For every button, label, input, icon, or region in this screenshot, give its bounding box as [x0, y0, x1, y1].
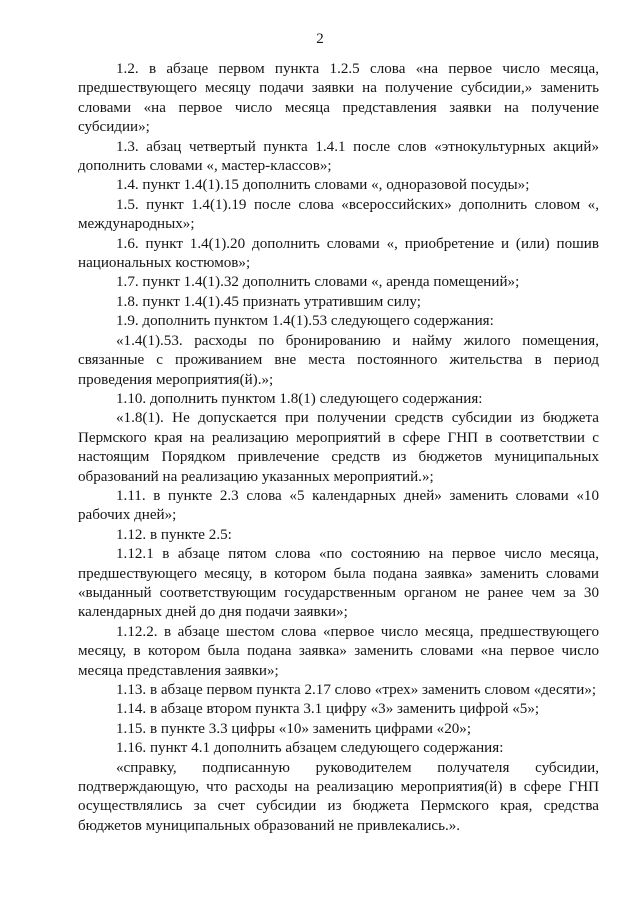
paragraph-1-5: 1.5. пункт 1.4(1).19 после слова «всероссийских» дополнить словом «, международных»; [78, 196, 599, 233]
page-number: 2 [316, 31, 324, 47]
quoted-paragraph-certificate: «справку, подписанную руководителем получателя субсидии, подтверждающую, что расходы на реализацию мероприятия(й) в сфере ГНП осуществлялись за счет субсидии из бюджета Пермского края, средства бюджетов муниципальных образований не привлекались.». [78, 759, 599, 834]
document-body [78, 60, 599, 836]
quoted-item-1-4-1-53: «1.4(1).53. расходы по бронированию и найму жилого помещения, связанные с проживанием вне места постоянного жительства в период проведения мероприятия(й).»; [78, 332, 599, 388]
paragraph-1-10: 1.10. дополнить пунктом 1.8(1) следующего содержания: [116, 390, 483, 407]
paragraph-1-12: 1.12. в пункте 2.5: [116, 526, 232, 543]
paragraph-1-16: 1.16. пункт 4.1 дополнить абзацем следующего содержания: [116, 740, 504, 757]
quoted-item-1-8-1: «1.8(1). Не допускается при получении средств субсидии из бюджета Пермского края на реализацию мероприятий в сфере ГНП в соответствии с настоящим Порядком привлечение средств из бюджетов муниципальных образований на реализацию указанных мероприятий.»; [78, 410, 599, 485]
paragraph-1-3: 1.3. абзац четвертый пункта 1.4.1 после слов «этнокультурных акций» дополнить словами «, мастер-классов»; [78, 138, 599, 175]
paragraph-1-9: 1.9. дополнить пунктом 1.4(1).53 следующего содержания: [116, 313, 494, 330]
paragraph-1-12-1: 1.12.1 в абзаце пятом слова «по состоянию на первое число месяца, предшествующего месяцу, в котором была подана заявка» заменить словами «выданный соответствующим государственным органом не ранее чем за 30 календарных дней до дня подачи заявки»; [78, 546, 599, 621]
paragraph-1-8: 1.8. пункт 1.4(1).45 признать утратившим силу; [116, 293, 421, 310]
paragraph-1-12-2: 1.12.2. в абзаце шестом слова «первое число месяца, предшествующего месяцу, в котором была подана заявка» заменить словами «на первое число месяца представления заявки»; [78, 623, 599, 679]
paragraph-1-13: 1.13. в абзаце первом пункта 2.17 слово «трех» заменить словом «десяти»; [116, 682, 597, 698]
paragraph-1-6: 1.6. пункт 1.4(1).20 дополнить словами «, приобретение и (или) пошив национальных костюмов»; [78, 235, 599, 272]
paragraph-1-14: 1.14. в абзаце втором пункта 3.1 цифру «3» заменить цифрой «5»; [116, 701, 540, 718]
paragraph-1-2: 1.2. в абзаце первом пункта 1.2.5 слова «на первое число месяца, предшествующего месяцу подачи заявки на получение субсидии,» заменить словами «на первое число месяца представления заявки на получение субсидии»; [78, 61, 599, 136]
paragraph-1-7: 1.7. пункт 1.4(1).32 дополнить словами «, аренда помещений»; [116, 274, 520, 291]
paragraph-1-4: 1.4. пункт 1.4(1).15 дополнить словами «, одноразовой посуды»; [116, 177, 530, 194]
paragraph-1-11: 1.11. в пункте 2.3 слова «5 календарных дней» заменить словами «10 рабочих дней»; [78, 487, 599, 524]
paragraph-1-15: 1.15. в пункте 3.3 цифры «10» заменить цифрами «20»; [116, 720, 472, 737]
